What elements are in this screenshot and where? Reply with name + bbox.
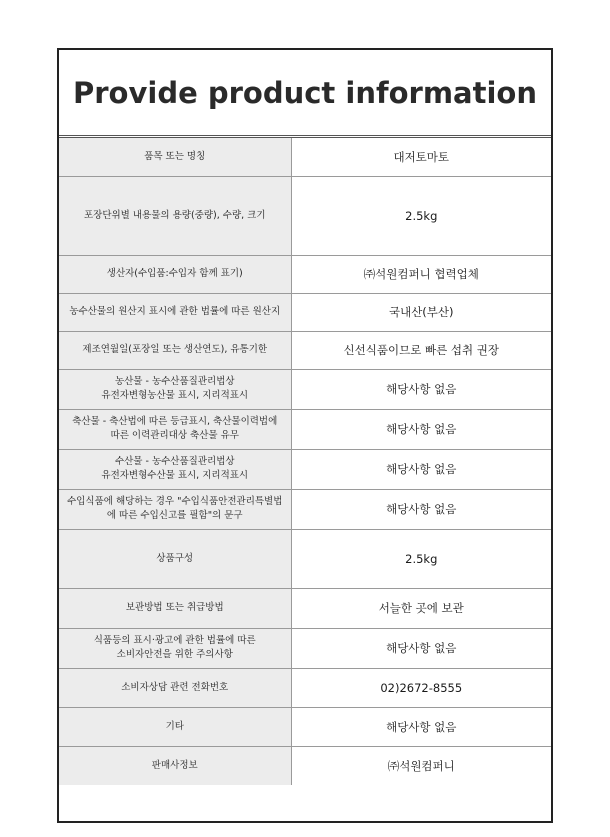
- row-label: 소비자상담 관련 전화번호: [59, 668, 291, 707]
- row-value: ㈜석원컴퍼니 협력업체: [291, 255, 551, 293]
- row-label: 품목 또는 명칭: [59, 138, 291, 176]
- row-value: 서늘한 곳에 보관: [291, 588, 551, 628]
- table-row: [59, 628, 551, 668]
- row-value: 해당사항 없음: [291, 449, 551, 489]
- row-label: 농수산물의 원산지 표시에 관한 법률에 따른 원산지: [59, 293, 291, 331]
- row-value: 국내산(부산): [291, 293, 551, 331]
- table-row: [59, 138, 551, 176]
- row-value: ㈜석원컴퍼니: [387, 758, 455, 773]
- row-label: 보관방법 또는 취급방법: [59, 588, 291, 628]
- row-value: 해당사항 없음: [291, 628, 551, 668]
- row-label: 수입식품에 해당하는 경우 "수입식품안전관리특별법 에 따른 수입신고를 필함"의 문구: [59, 489, 291, 529]
- table-row: [59, 707, 551, 746]
- row-value: 해당사항 없음: [291, 489, 551, 529]
- product-info-table: [59, 138, 551, 785]
- row-label: 기타: [59, 707, 291, 746]
- table-row: [59, 746, 551, 785]
- table-row: [59, 668, 551, 707]
- row-label: 식품등의 표시·광고에 관한 법률에 따른 소비자안전을 위한 주의사항: [59, 628, 291, 668]
- table-row: [59, 369, 551, 409]
- row-label: 판매사정보: [59, 746, 291, 785]
- row-value: 대저토마토: [291, 138, 551, 176]
- row-value: 해당사항 없음: [291, 369, 551, 409]
- table-row: [59, 409, 551, 449]
- table-row: [59, 449, 551, 489]
- table-row: [59, 176, 551, 255]
- table-row: [59, 489, 551, 529]
- row-value: 해당사항 없음: [291, 409, 551, 449]
- table-row: [59, 255, 551, 293]
- row-value: 02)2672-8555: [291, 668, 551, 707]
- row-label: 상품구성: [59, 529, 291, 588]
- page-title: Provide product information: [59, 50, 551, 138]
- table-row: [59, 293, 551, 331]
- row-label: 생산자(수입품:수입자 함께 표기): [59, 255, 291, 293]
- row-value: 해당사항 없음: [291, 707, 551, 746]
- table-row: [59, 331, 551, 369]
- row-label: 축산물 - 축산법에 따른 등급표시, 축산물이력법에 따른 이력관리대상 축산물 유무: [59, 409, 291, 449]
- row-value: 신선식품이므로 빠른 섭취 권장: [291, 331, 551, 369]
- product-info-sheet: [57, 48, 553, 823]
- row-label: 수산물 - 농수산품질관리법상 유전자변형수산물 표시, 지리적표시: [59, 449, 291, 489]
- table-row: [59, 529, 551, 588]
- row-label: 포장단위별 내용물의 용량(중량), 수량, 크기: [59, 176, 291, 255]
- row-value: 2.5kg: [291, 176, 551, 255]
- table-row: [59, 588, 551, 628]
- row-label: 제조연월일(포장일 또는 생산연도), 유통기한: [59, 331, 291, 369]
- row-label: 농산물 - 농수산품질관리법상 유전자변형농산물 표시, 지리적표시: [59, 369, 291, 409]
- row-value: 2.5kg: [291, 529, 551, 588]
